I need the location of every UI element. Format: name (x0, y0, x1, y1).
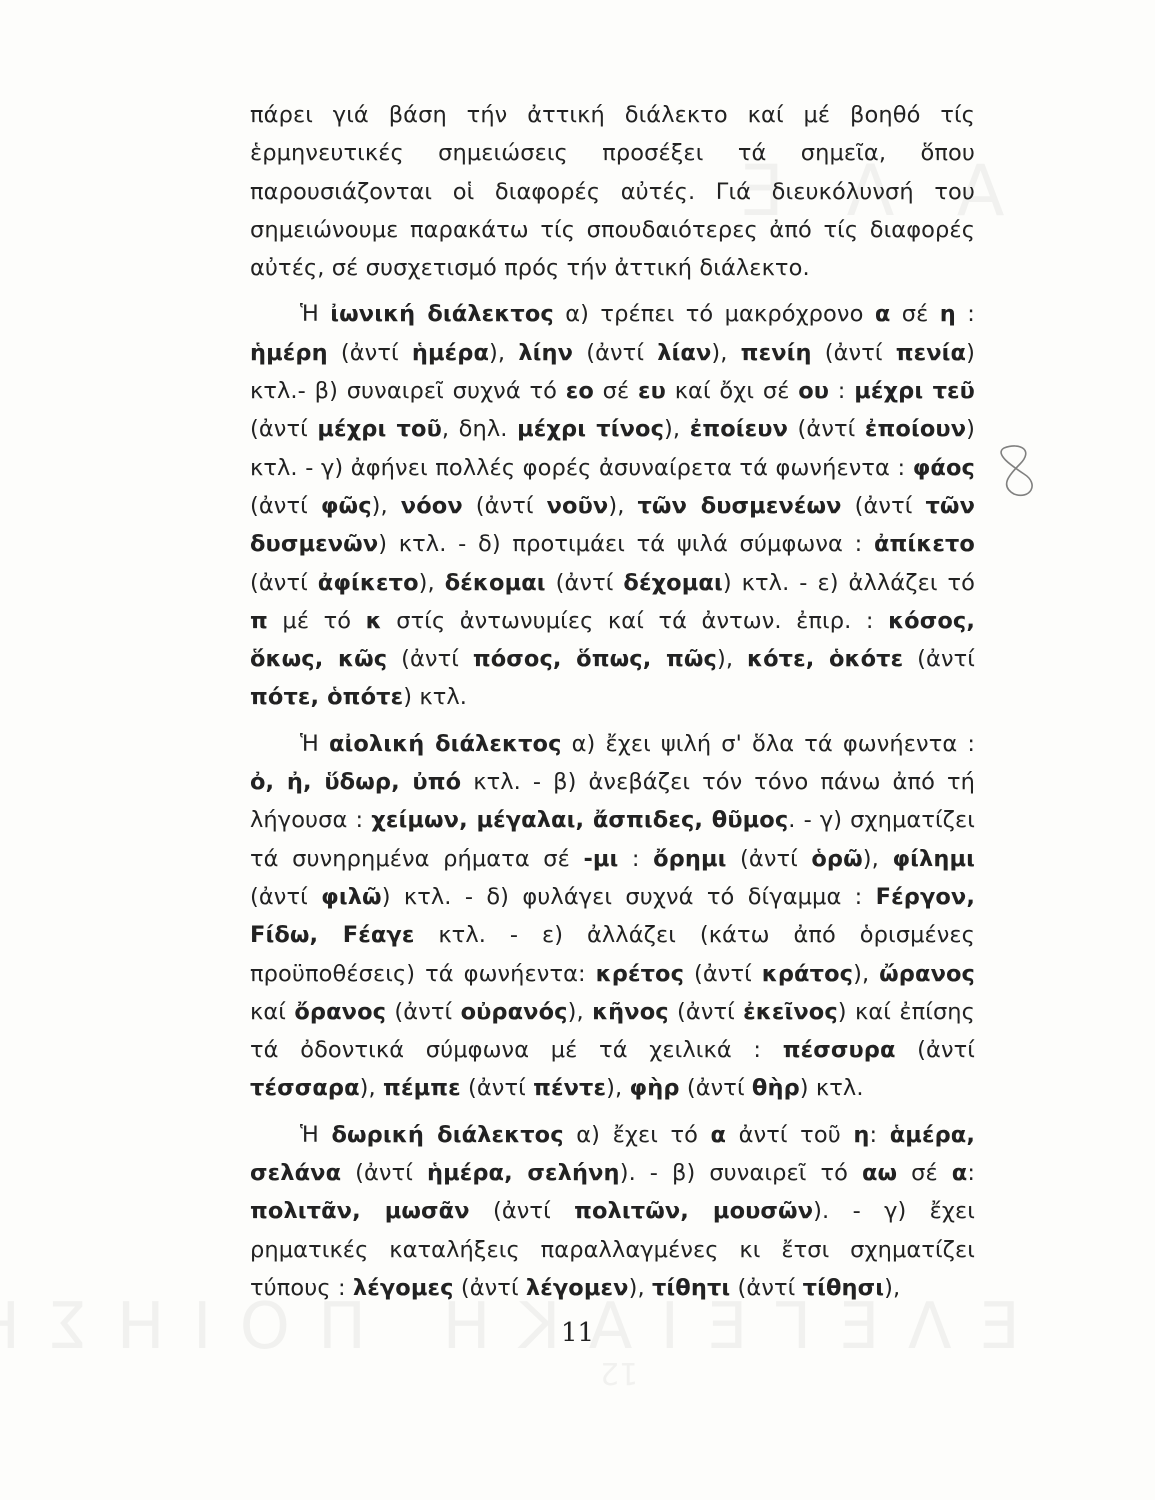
text-run: (ἀντί (788, 416, 865, 443)
bold-term: πενίη (740, 339, 812, 366)
bold-term: ὄρανος (294, 998, 387, 1025)
bold-term: λίην (518, 339, 574, 366)
text-run: : (618, 845, 654, 872)
bold-term: νοῦν (546, 492, 609, 519)
text-run: ), (608, 492, 638, 519)
text-run: (ἀντί (811, 339, 896, 366)
bold-term: πόσος, ὅπως, πῶς (472, 646, 717, 673)
text-run: καί ὄχι σέ (665, 378, 799, 405)
text-run: ), (371, 492, 401, 519)
bold-term: θὴρ (751, 1075, 800, 1102)
text-run: πάρει γιά βάση τήν ἀττική διάλεκτο καί μέ βοηθό τίς ἑρμηνευτικές σημειώσεις προσέξει τά σημεῖα, ὅπου παρουσιάζονται οἱ διαφορές αὐτές. Γιά διευκόλυνσή του σημειώνουμε παρακάτω τίς σπουδαιότερες ἀπό τίς διαφορές αὐτές, σέ συσχετισμό πρός τήν ἀττική διάλεκτο. (250, 102, 975, 282)
bold-term: δέχομαι (623, 569, 723, 596)
text-run: ) κτλ. - δ) προτιμάει τά ψιλά σύμφωνα : (378, 531, 874, 558)
text-run: καί (250, 998, 295, 1025)
bold-term: α (874, 301, 891, 328)
bold-term: τέσσαρα (250, 1075, 360, 1102)
text-run: ), (359, 1075, 384, 1102)
bold-term: λίαν (657, 339, 712, 366)
text-run: α) τρέπει τό μακρόχρονο (553, 301, 875, 328)
text-run: (ἀντί (341, 1160, 427, 1187)
bold-term: ἀπίκετο (873, 531, 975, 558)
bold-term: μέχρι τεῦ (854, 378, 975, 405)
bold-term: τίθητι (651, 1274, 731, 1301)
bold-term: φάος (912, 454, 975, 481)
text-run: ) κτλ. - δ) φυλάγει συχνά τό δίγαμμα : (381, 883, 876, 910)
text-run: (ἀντί (386, 998, 461, 1025)
text-run: ), (606, 1075, 630, 1102)
text-run: (ἀντί (250, 492, 321, 519)
handwritten-mark (990, 440, 1050, 500)
text-run: ). - β) συναιρεῖ τό (619, 1160, 862, 1187)
bold-term: κῆνος (592, 998, 669, 1025)
bold-term: ὁρῶ (811, 845, 863, 872)
bold-term: μέχρι τοῦ (317, 416, 442, 443)
text-run: (ἀντί (462, 492, 547, 519)
bold-term: τῶν δυσμενέων (637, 492, 842, 519)
bold-term: φὴρ (629, 1075, 680, 1102)
text-run: ), (711, 339, 741, 366)
text-run: (ἀντί (726, 845, 812, 872)
bold-term: ἁμέρα, σελάνα (250, 1121, 975, 1187)
text-run: ) κτλ. (403, 684, 468, 711)
text-run: στίς ἀντωνυμίες καί τά ἀντων. ἐπιρ. : (381, 607, 889, 634)
text-run: (ἀντί (469, 1198, 575, 1225)
text-run: σέ (897, 1160, 952, 1187)
bold-term: η (939, 301, 956, 328)
bold-term: δέκομαι (444, 569, 546, 596)
text-run: ἀντί τοῦ (726, 1121, 854, 1148)
text-run: κτλ. - ε) ἀλλάζει (κάτω ἀπό ὁρισμένες προϋποθέσεις) τά φωνήεντα: (250, 922, 975, 987)
text-run: (ἀντί (250, 416, 318, 443)
bold-term: ἰωνική διάλεκτος (330, 301, 554, 328)
text-run: ). - γ) ἔχει ρηματικές καταλήξεις παραλλαγμένες κι ἔτσι σχηματίζει τύπους : (250, 1198, 976, 1301)
text-run: : (967, 1160, 976, 1187)
text-run: σέ (890, 301, 940, 328)
bold-term: κρέτος (595, 960, 685, 987)
text-run: : (955, 301, 975, 328)
bold-term: α (951, 1160, 968, 1187)
text-run: (ἀντί (573, 339, 658, 366)
bold-term: Fέργον, Fίδω, Fέαγε (250, 883, 975, 949)
paragraph-ionic-dialect (250, 295, 975, 716)
text-run: ), (628, 1274, 652, 1301)
bold-term: λέγομες (352, 1274, 454, 1301)
bold-term: πέσσυρα (782, 1037, 896, 1064)
text-run: Ἡ (300, 301, 331, 328)
body-text (250, 96, 975, 1307)
bold-term: ἐποίουν (864, 416, 967, 443)
bold-term: α (710, 1121, 727, 1148)
bold-term: ὀ, ἠ, ὕδωρ, ὐπό (250, 769, 462, 796)
text-run: ) κτλ.- β) συναιρεῖ συχνά τό (250, 339, 975, 405)
bold-term: πέντε (533, 1075, 607, 1102)
bold-term: ἡμέρη (250, 339, 328, 366)
text-run: ) κτλ. - ε) ἀλλάζει τό (722, 569, 976, 596)
bold-term: κόσος, ὅκως, κῶς (250, 607, 976, 673)
bold-term: π (250, 607, 268, 634)
text-run: μέ τό (267, 607, 366, 634)
text-run: (ἀντί (684, 960, 762, 987)
text-run: (ἀντί (453, 1274, 526, 1301)
text-run: ), (862, 845, 893, 872)
text-run: : (869, 1121, 890, 1148)
bold-term: πέμπε (383, 1075, 461, 1102)
text-run: ), (884, 1274, 901, 1301)
bold-term: ἡμέρα (411, 339, 490, 366)
bold-term: κράτος (761, 960, 854, 987)
bold-term: λέγομεν (525, 1274, 629, 1301)
bold-term: πολιτᾶν, μωσᾶν (250, 1198, 470, 1225)
text-run: . - γ) σχηματίζει τά συνηρημένα ρήματα σέ (250, 807, 976, 872)
bold-term: αω (861, 1160, 898, 1187)
bold-term: πότε, ὁπότε (250, 684, 404, 711)
bold-term: τῶν δυσμενῶν (250, 492, 975, 558)
paragraph-aeolic-dialect (250, 725, 975, 1108)
bold-term: ἡμέρα, σελήνη (426, 1160, 620, 1187)
text-run: (ἀντί (895, 1037, 975, 1064)
text-run: ), (853, 960, 880, 987)
bold-term: ὄρημι (653, 845, 727, 872)
show-through-page-number (600, 1355, 638, 1390)
bold-term: φιλῶ (321, 883, 382, 910)
text-run: (ἀντί (250, 569, 318, 596)
bold-term: εο (565, 378, 594, 405)
text-run: ) καί ἐπίσης τά ὀδοντικά σύμφωνα μέ τά χειλικά : (250, 998, 975, 1064)
text-run: (ἀντί (327, 339, 412, 366)
text-run: ) κτλ. - γ) ἀφήνει πολλές φορές ἀσυναίρετα τά φωνήεντα : (250, 416, 976, 481)
bold-term: μέχρι τίνος (517, 416, 665, 443)
bold-term: η (853, 1121, 870, 1148)
text-run: Ἡ (300, 1121, 332, 1148)
text-run: ), (489, 339, 519, 366)
text-run: : (829, 378, 855, 405)
page-number: 11 (560, 1318, 595, 1348)
bold-term: -μι (583, 845, 619, 872)
text-run: (ἀντί (679, 1075, 752, 1102)
text-run: (ἀντί (841, 492, 926, 519)
bold-term: χείμων, μέγαλαι, ἄσπιδες, θῦμος (371, 807, 789, 834)
text-run: Ἡ (300, 730, 329, 757)
text-run: ), (716, 646, 747, 673)
bold-term: ὤρανος (879, 960, 975, 987)
bold-term: πολιτῶν, μουσῶν (574, 1198, 814, 1225)
bold-term: ἐποίευν (689, 416, 788, 443)
text-run: κτλ. - β) ἀνεβάζει τόν τόνο πάνω ἀπό τή λήγουσα : (250, 769, 975, 834)
bold-term: φίλημι (892, 845, 975, 872)
bold-term: κότε, ὁκότε (747, 646, 904, 673)
text-run: σέ (593, 378, 639, 405)
bold-term: ἀφίκετο (317, 569, 419, 596)
bold-term: κ (365, 607, 382, 634)
text-run: (ἀντί (460, 1075, 534, 1102)
text-run: ) κτλ. (799, 1075, 864, 1102)
bold-term: ου (798, 378, 830, 405)
bold-term: ἐκεῖνος (743, 998, 838, 1025)
text-run: (ἀντί (387, 646, 473, 673)
text-run: α) ἔχει ψιλή σ' ὅλα τά φωνήεντα : (561, 730, 976, 757)
text-run: , δηλ. (441, 416, 518, 443)
text-run: ), (664, 416, 690, 443)
bold-term: ευ (638, 378, 666, 405)
bold-term: δωρική διάλεκτος (331, 1121, 564, 1148)
text-run: (ἀντί (545, 569, 624, 596)
text-run: ), (418, 569, 445, 596)
bold-term: οὐρανός (460, 998, 568, 1025)
text-run: (ἀντί (903, 646, 976, 673)
bold-term: τίθησι (802, 1274, 885, 1301)
text-run: α) ἔχει τό (563, 1121, 711, 1148)
bold-term: νόον (400, 492, 463, 519)
paragraph-doric-dialect (250, 1116, 975, 1307)
text-run: (ἀντί (250, 883, 322, 910)
text-run: ), (567, 998, 593, 1025)
text-run: (ἀντί (668, 998, 744, 1025)
bold-term: αἰολική διάλεκτος (328, 730, 562, 757)
bold-term: φῶς (320, 492, 372, 519)
text-run: (ἀντί (730, 1274, 803, 1301)
paragraph-intro (250, 96, 975, 287)
bold-term: πενία (895, 339, 967, 366)
